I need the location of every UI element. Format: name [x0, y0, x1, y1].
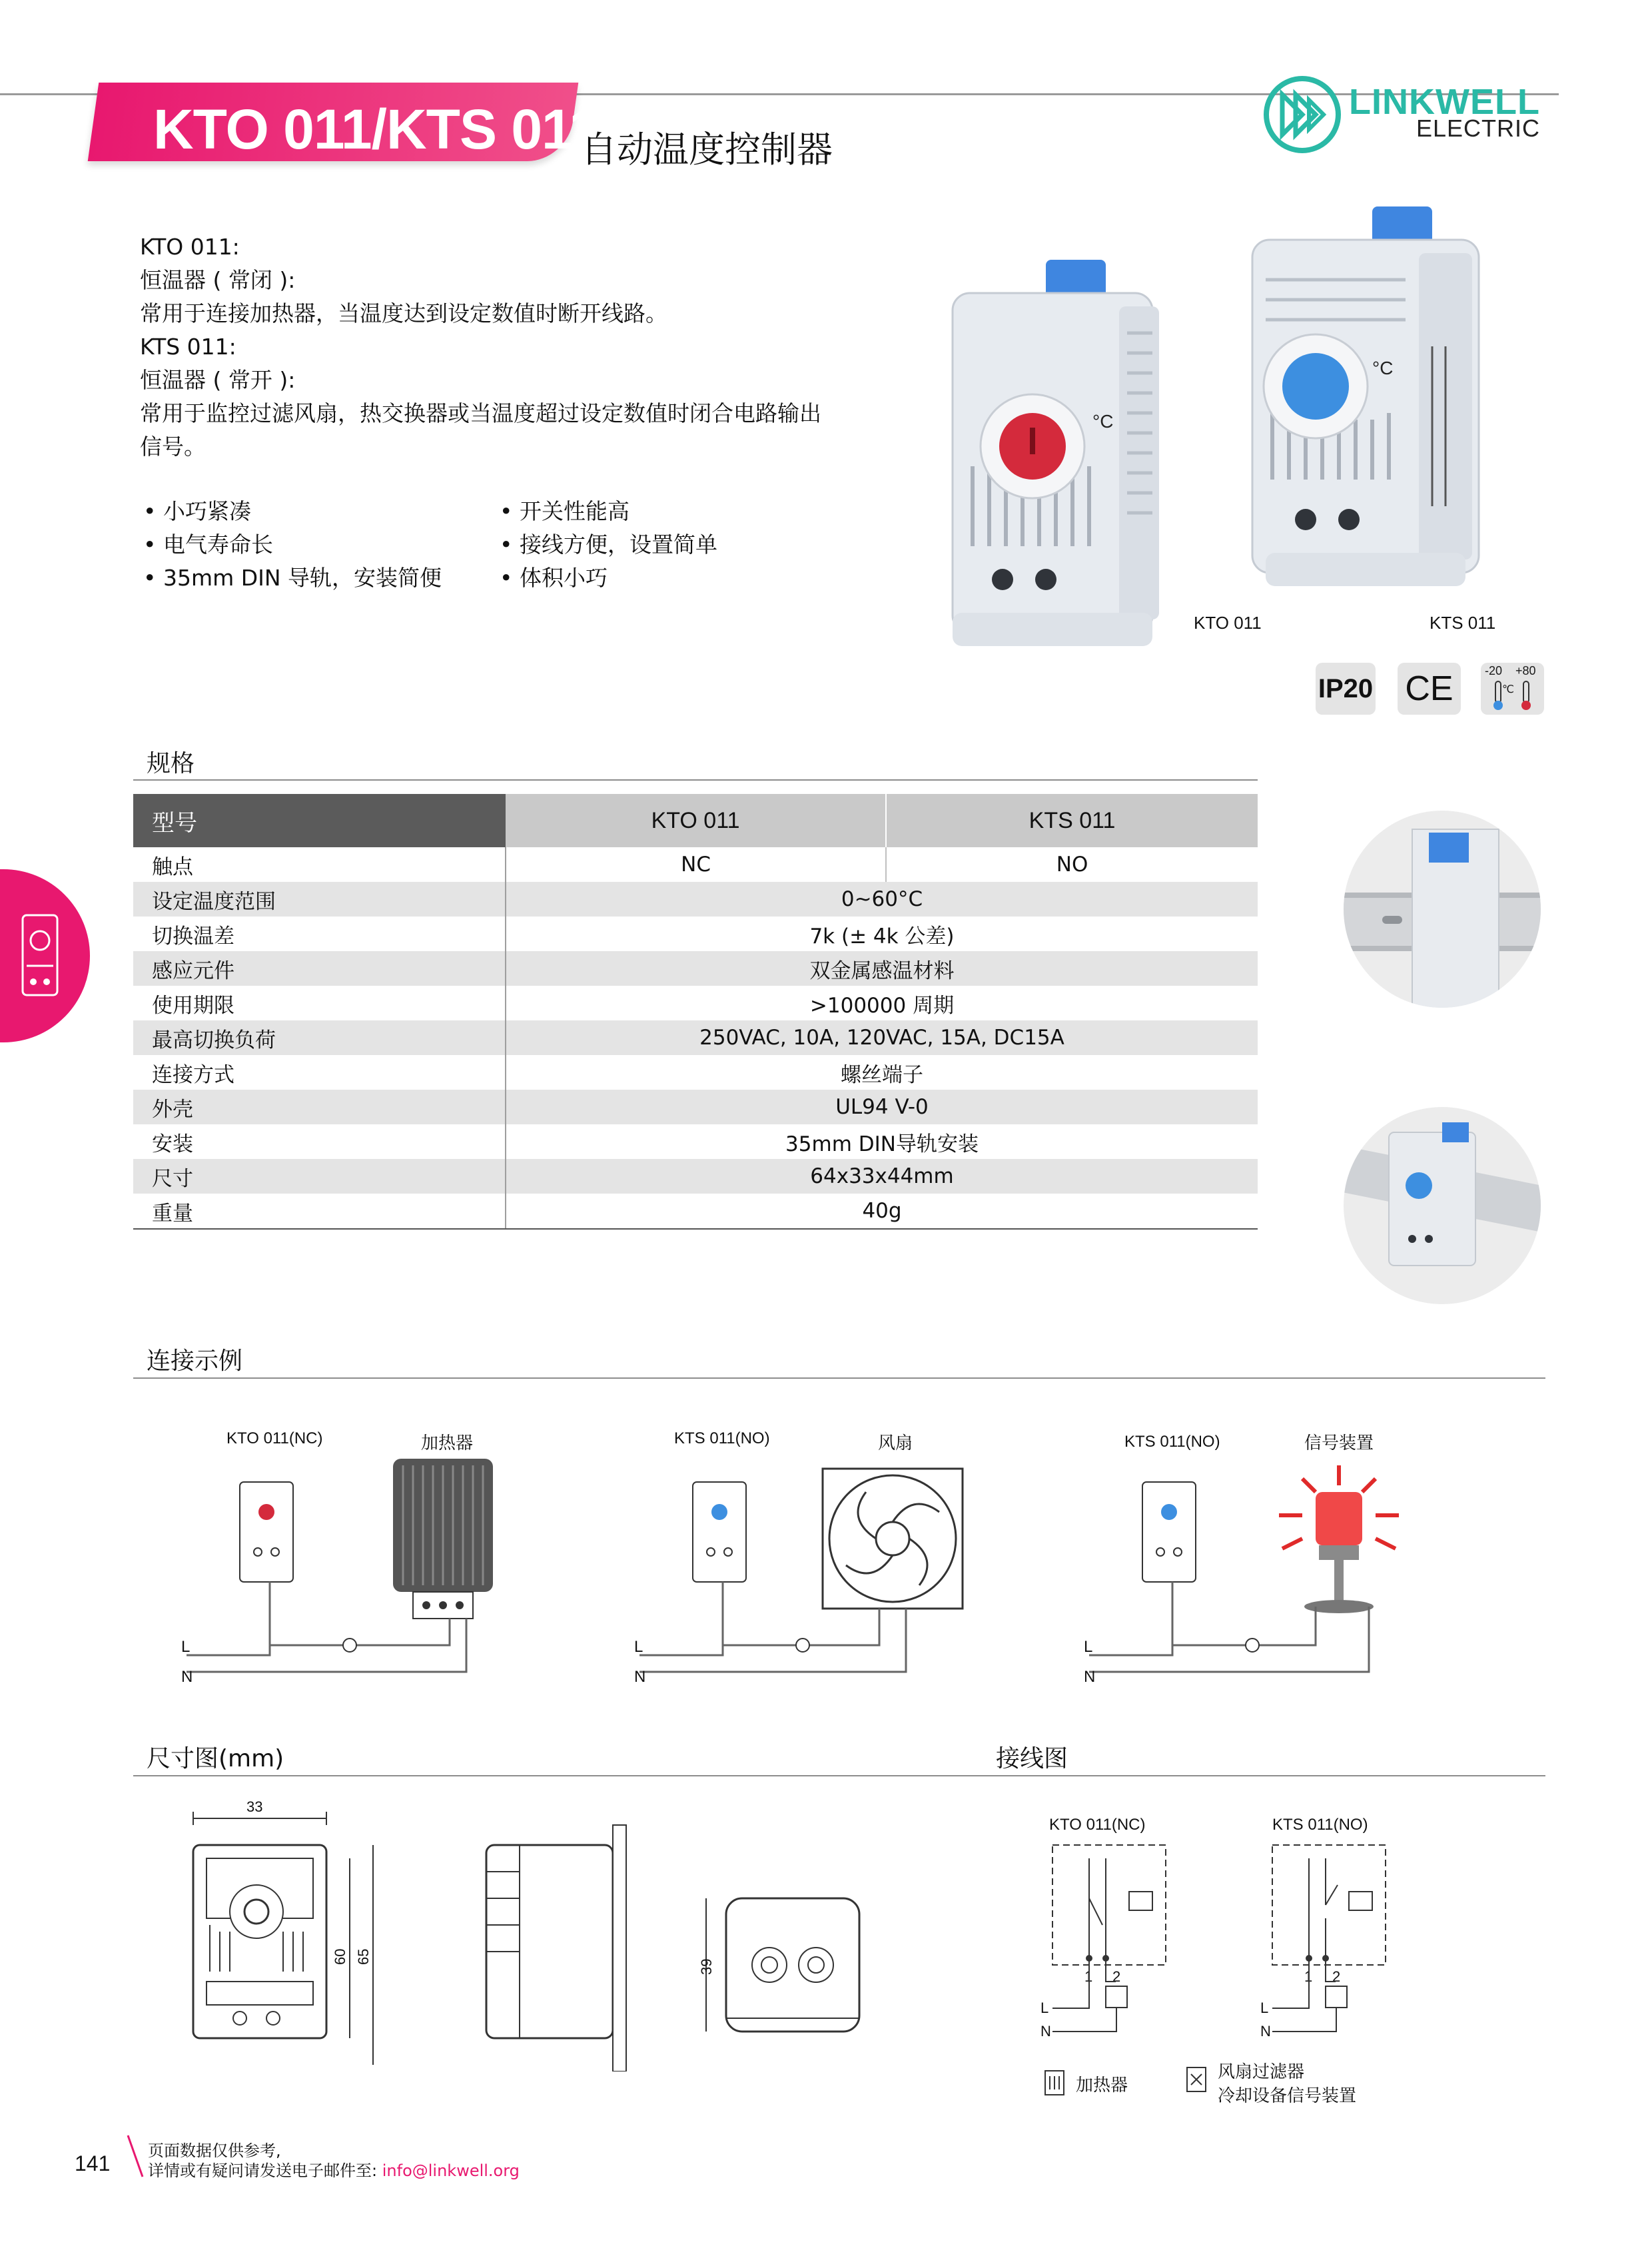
footer-note-line-2: 详情或有疑问请发送电子邮件至: — [148, 2161, 378, 2180]
spec-label: 连接方式 — [133, 1055, 506, 1090]
intro-line: 信号。 — [140, 434, 206, 460]
spec-value: 双金属感温材料 — [506, 951, 1258, 986]
dimensions-section-rule — [133, 1775, 1545, 1776]
spec-label: 外壳 — [133, 1090, 506, 1124]
spec-label: 感应元件 — [133, 951, 506, 986]
connection-section-rule — [133, 1377, 1545, 1379]
line-n-label: N — [1040, 2023, 1051, 2040]
spec-label: 设定温度范围 — [133, 882, 506, 917]
line-n-label: N — [1260, 2023, 1271, 2040]
spec-label: 使用期限 — [133, 986, 506, 1020]
table-row — [133, 1090, 1258, 1124]
spec-value: 64x33x44mm — [506, 1159, 1258, 1194]
dim-width-label: 33 — [246, 1798, 263, 1815]
temp-low: -20 — [1485, 664, 1503, 677]
model-title: KTO 011/KTS 011 — [153, 98, 600, 161]
footer-slash-divider — [125, 2134, 145, 2178]
line-l-label: L — [181, 1638, 191, 1656]
legend-fan-label-1: 风扇过滤器 — [1218, 2062, 1305, 2082]
line-n-label: N — [634, 1668, 646, 1686]
wiring-section-title: 接线图 — [996, 1745, 1068, 1772]
pin-1-label: 1 — [1304, 1968, 1313, 1985]
spec-label: 安装 — [133, 1124, 506, 1159]
intro-line: KTS 011: — [140, 334, 236, 360]
intro-line: 恒温器 ( 常闭 ): — [140, 267, 296, 293]
spec-value: NC — [506, 847, 886, 882]
spec-value: 螺丝端子 — [841, 1062, 923, 1087]
spec-value: NO — [1056, 853, 1088, 877]
table-row — [133, 917, 1258, 951]
spec-label: 最高切换负荷 — [133, 1020, 506, 1055]
side-category-tab — [0, 869, 90, 1042]
spec-table — [133, 794, 1258, 1230]
brand-subname: ELECTRIC — [1416, 115, 1541, 142]
intro-line: 常用于监控过滤风扇，热交换器或当温度超过设定数值时闭合电路输出 — [140, 400, 821, 426]
spec-label: 触点 — [133, 847, 506, 882]
linkwell-logo-icon — [1262, 75, 1342, 155]
spec-value: 7k (± 4k 公差) — [809, 924, 955, 948]
front-view-dimension-drawing — [180, 1798, 426, 2078]
example-load-label: 加热器 — [421, 1433, 474, 1453]
spec-value: >100000 周期 — [809, 993, 955, 1018]
line-n-label: N — [1084, 1668, 1096, 1686]
example-load-label: 风扇 — [878, 1433, 913, 1453]
product-caption-kto: KTO 011 — [1194, 613, 1262, 633]
top-view-dimension-drawing — [693, 1885, 879, 2058]
kto011-product-image — [933, 253, 1186, 659]
table-row — [133, 1055, 1258, 1090]
spec-header-col2: KTS 011 — [886, 794, 1258, 847]
installed-thermostat-photo — [1342, 1106, 1542, 1306]
dimensions-section-title: 尺寸图(mm) — [147, 1745, 284, 1772]
side-view-dimension-drawing — [480, 1818, 639, 2071]
spec-value: UL94 V-0 — [506, 1090, 1258, 1124]
spec-value: 250VAC, 10A, 120VAC, 15A, DC15A — [506, 1020, 1258, 1055]
spec-label: 尺寸 — [133, 1159, 506, 1194]
brand-name: LINKWELL — [1349, 82, 1540, 122]
pin-1-label: 1 — [1084, 1968, 1093, 1985]
feature-item: • 电气寿命长 — [143, 532, 273, 558]
dim-height-inner-label: 60 — [332, 1948, 348, 1965]
table-row — [133, 1124, 1258, 1159]
spec-label: 切换温差 — [133, 917, 506, 951]
example-load-label: 信号装置 — [1304, 1433, 1374, 1453]
temp-unit: ℃ — [1502, 683, 1514, 695]
feature-list-left — [143, 495, 442, 595]
spec-value: 0~60°C — [506, 882, 1258, 917]
din-rail-mount-photo — [1342, 809, 1542, 1009]
contact-email-link[interactable]: info@linkwell.org — [382, 2161, 520, 2180]
spec-value: 40g — [506, 1194, 1258, 1229]
pin-2-label: 2 — [1332, 1968, 1341, 1985]
footer-note — [148, 2141, 520, 2181]
spec-header-row — [133, 794, 1258, 847]
product-caption-kts: KTS 011 — [1430, 613, 1496, 633]
example-device-label: KTS 011(NO) — [1124, 1433, 1220, 1451]
table-row — [133, 1159, 1258, 1194]
dim-height-outer-label: 65 — [355, 1948, 372, 1965]
intro-text — [140, 230, 821, 464]
line-l-label: L — [634, 1638, 643, 1656]
dim-depth-label: 39 — [698, 1958, 715, 1975]
pin-2-label: 2 — [1112, 1968, 1121, 1985]
fan-symbol-icon — [1184, 2065, 1208, 2094]
intro-line: 常用于连接加热器，当温度达到设定数值时断开线路。 — [140, 300, 667, 326]
feature-item: • 开关性能高 — [500, 498, 629, 524]
table-row — [133, 847, 1258, 882]
page-number: 141 — [75, 2151, 111, 2175]
line-l-label: L — [1040, 2000, 1049, 2016]
example-device-label: KTS 011(NO) — [674, 1429, 770, 1447]
table-row — [133, 951, 1258, 986]
thermostat-thumbnail-icon — [20, 913, 60, 999]
spec-header-label: 型号 — [133, 794, 506, 847]
legend-heater-label: 加热器 — [1076, 2075, 1128, 2095]
fan-connection-diagram — [626, 1452, 973, 1692]
intro-line: 恒温器 ( 常开 ): — [140, 367, 296, 393]
temperature-range-badge — [1481, 663, 1544, 715]
feature-list-right — [500, 495, 717, 595]
ce-badge: CE — [1398, 663, 1461, 715]
feature-item: • 小巧紧凑 — [143, 498, 251, 524]
heater-connection-diagram — [173, 1452, 520, 1692]
temp-high: +80 — [1515, 664, 1536, 677]
feature-item: • 接线方便，设置简单 — [500, 532, 717, 558]
ip20-badge: IP20 — [1316, 663, 1376, 715]
kts011-product-image — [1239, 200, 1505, 606]
table-row — [133, 986, 1258, 1020]
page-subtitle: 自动温度控制器 — [581, 129, 833, 171]
connection-section-title: 连接示例 — [147, 1347, 243, 1375]
spec-label: 重量 — [133, 1194, 506, 1229]
spec-section-title: 规格 — [147, 750, 195, 777]
example-device-label: KTO 011(NC) — [226, 1429, 323, 1447]
feature-item: • 体积小巧 — [500, 565, 608, 591]
spec-header-col1: KTO 011 — [506, 794, 886, 847]
table-row — [133, 1020, 1258, 1055]
table-row — [133, 1194, 1258, 1229]
spec-value: 35mm DIN导轨安装 — [785, 1132, 979, 1156]
line-l-label: L — [1260, 2000, 1269, 2016]
line-n-label: N — [181, 1668, 193, 1686]
table-row — [133, 882, 1258, 917]
footer-note-line-1: 页面数据仅供参考, — [148, 2141, 281, 2160]
feature-item: • 35mm DIN 导轨，安装简便 — [143, 565, 442, 591]
kto-wiring-diagram — [1039, 1838, 1252, 2052]
wiring-right-title: KTS 011(NO) — [1272, 1816, 1368, 1834]
kts-wiring-diagram — [1259, 1838, 1472, 2052]
svg-text:°C: °C — [1092, 411, 1114, 432]
heater-symbol-icon — [1042, 2068, 1066, 2097]
spec-section-rule — [133, 779, 1258, 781]
signal-device-connection-diagram — [1076, 1452, 1422, 1692]
svg-text:°C: °C — [1372, 358, 1394, 378]
wiring-left-title: KTO 011(NC) — [1049, 1816, 1146, 1834]
legend-fan-label-2: 冷却设备信号装置 — [1218, 2086, 1357, 2106]
line-l-label: L — [1084, 1638, 1093, 1656]
intro-line: KTO 011: — [140, 234, 240, 260]
